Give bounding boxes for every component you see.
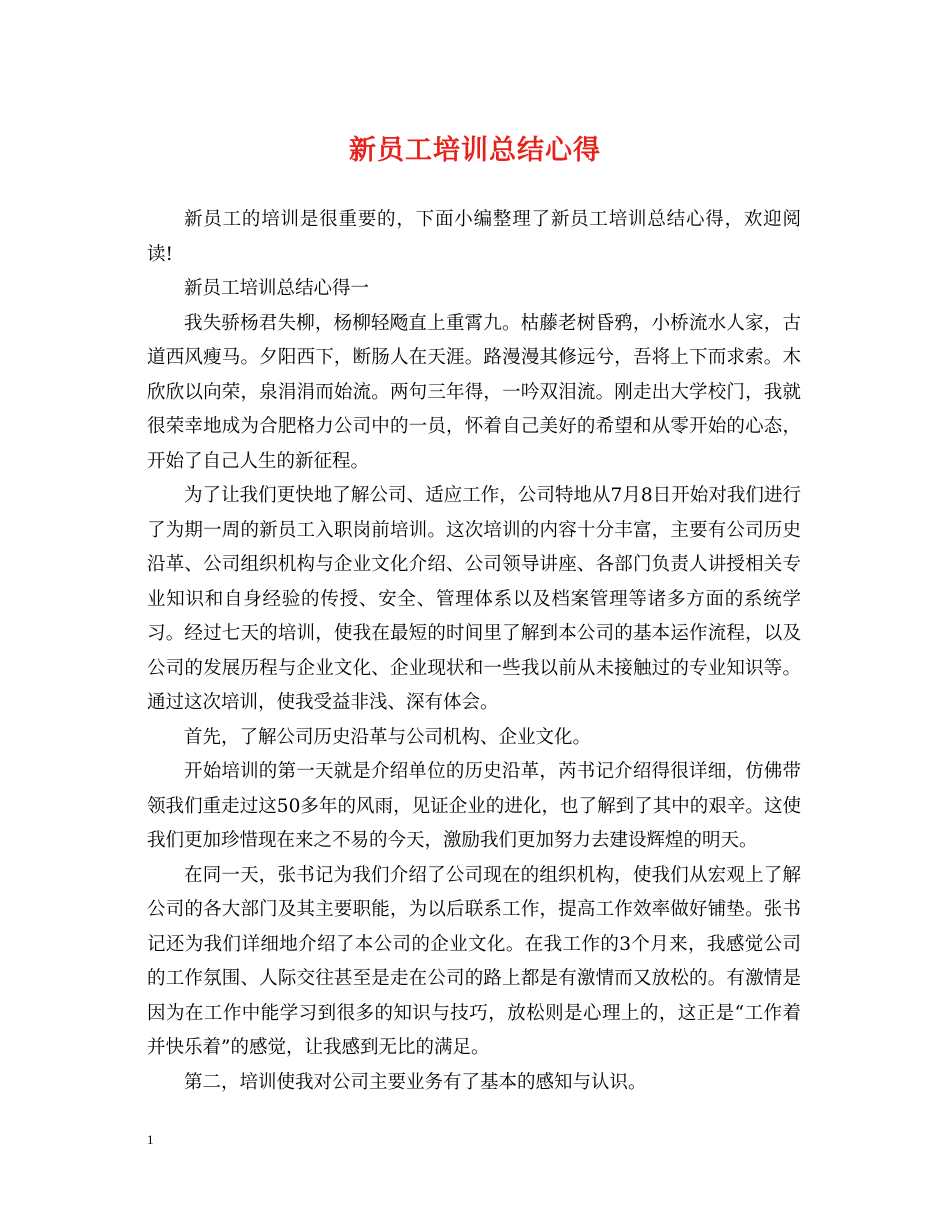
body-paragraph: 首先，了解公司历史沿革与公司机构、企业文化。 bbox=[184, 726, 592, 748]
body-paragraph: 为了让我们更快地了解公司、适应工作，公司特地从7月8日开始对我们进行了为期一周的新员工入职岗前培训。这次培训的内容十分丰富，主要有公司历史沿革、公司组织机构与企业文化介绍、公司领导讲座、各部门负责人讲授相关专业知识和自身经验的传授、安全、管理体系以及档案管理等诸多方面的系统学习。经过七天的培训，使我在最短的时间里了解到本公司的基本运作流程，以及公司的发展历程与企业文化、企业现状和一些我以前从未接触过的专业知识等。通过这次培训，使我受益非浅、深有体会。 bbox=[147, 485, 801, 713]
page-number: 1 bbox=[147, 1132, 154, 1147]
section-heading: 新员工培训总结心得一 bbox=[184, 278, 370, 299]
body-paragraph: 第二，培训使我对公司主要业务有了基本的感知与认识。 bbox=[184, 1071, 647, 1093]
intro-paragraph: 新员工的培训是很重要的，下面小编整理了新员工培训总结心得，欢迎阅读! bbox=[147, 209, 801, 265]
body-paragraph: 我失骄杨君失柳，杨柳轻飏直上重霄九。枯藤老树昏鸦，小桥流水人家，古道西风瘦马。夕阳西下，断肠人在天涯。路漫漫其修远兮，吾将上下而求索。木欣欣以向荣，泉涓涓而始流。两句三年得，一吟双泪流。刚走出大学校门，我就很荣幸地成为合肥格力公司中的一员，怀着自己美好的希望和从零开始的心态，开始了自己人生的新征程。 bbox=[147, 312, 801, 472]
body-paragraph: 开始培训的第一天就是介绍单位的历史沿革，芮书记介绍得很详细，仿佛带领我们重走过这50多年的风雨，见证企业的进化，也了解到了其中的艰辛。这使我们更加珍惜现在来之不易的今天，激励我们更加努力去建设辉煌的明天。 bbox=[147, 761, 801, 851]
body-paragraph: 在同一天，张书记为我们介绍了公司现在的组织机构，使我们从宏观上了解公司的各大部门及其主要职能，为以后联系工作，提高工作效率做好铺垫。张书记还为我们详细地介绍了本公司的企业文化。在我工作的3个月来，我感觉公司的工作氛围、人际交往甚至是走在公司的路上都是有激情而又放松的。有激情是因为在工作中能学习到很多的知识与技巧，放松则是心理上的，这正是“工作着并快乐着”的感觉，让我感到无比的满足。 bbox=[147, 864, 801, 1058]
document-title: 新员工培训总结心得 bbox=[349, 135, 601, 166]
document-body bbox=[147, 203, 801, 1100]
